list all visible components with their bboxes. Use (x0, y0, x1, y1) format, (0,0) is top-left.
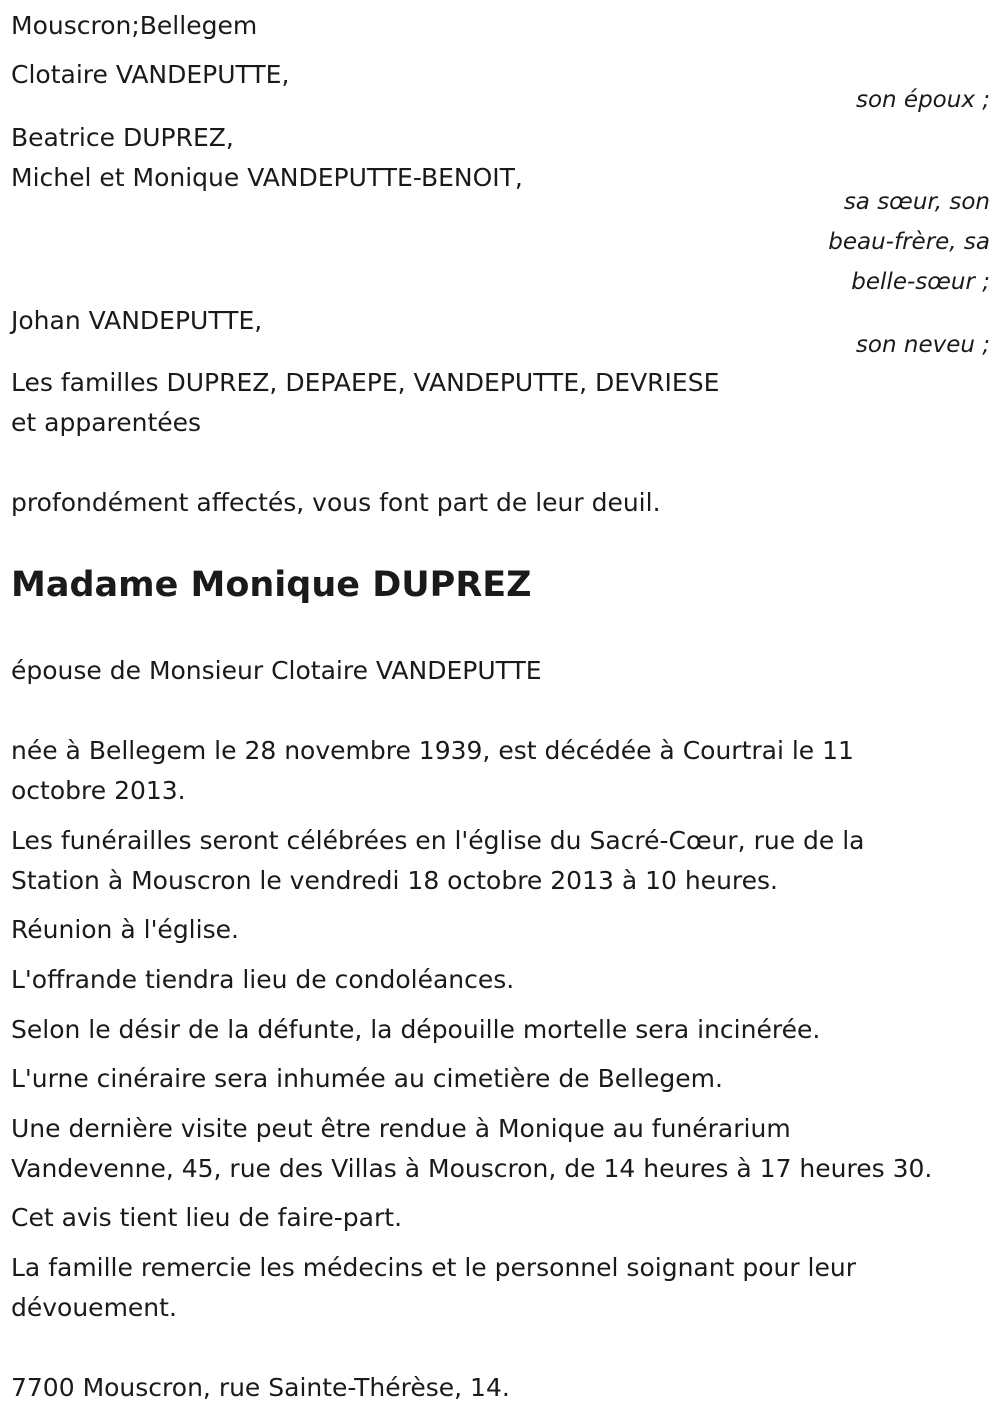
detail-paragraph: Les funérailles seront célébrées en l'église du Sacré-Cœur, rue de la (11, 826, 865, 855)
announcement-text: profondément affectés, vous font part de leur deuil. (11, 488, 661, 517)
family-name: Les familles DUPREZ, DEPAEPE, VANDEPUTTE, DEVRIESE (11, 368, 720, 397)
family-relation: belle-sœur ; (851, 269, 990, 295)
detail-paragraph: dévouement. (11, 1293, 177, 1322)
birth-death-line: octobre 2013. (11, 776, 186, 805)
family-name: et apparentées (11, 408, 202, 437)
detail-paragraph: Réunion à l'église. (11, 915, 239, 944)
family-relation: son neveu ; (855, 332, 990, 358)
family-name: Michel et Monique VANDEPUTTE-BENOIT, (11, 163, 523, 192)
detail-paragraph: Vandevenne, 45, rue des Villas à Mouscron, de 14 heures à 17 heures 30. (11, 1154, 933, 1183)
family-name: Clotaire VANDEPUTTE, (11, 60, 290, 89)
detail-paragraph: Station à Mouscron le vendredi 18 octobre 2013 à 10 heures. (11, 866, 778, 895)
family-name: Beatrice DUPREZ, (11, 123, 234, 152)
detail-paragraph: L'offrande tiendra lieu de condoléances. (11, 965, 515, 994)
detail-paragraph: Selon le désir de la défunte, la dépouille mortelle sera incinérée. (11, 1015, 821, 1044)
detail-paragraph: Cet avis tient lieu de faire-part. (11, 1203, 403, 1232)
family-relation: beau-frère, sa (828, 229, 990, 255)
family-relation: sa sœur, son (843, 189, 990, 215)
address-line: 7700 Mouscron, rue Sainte-Thérèse, 14. (11, 1373, 510, 1402)
detail-paragraph: L'urne cinéraire sera inhumée au cimetière de Bellegem. (11, 1064, 723, 1093)
detail-paragraph: La famille remercie les médecins et le personnel soignant pour leur (11, 1253, 857, 1282)
location-header: Mouscron;Bellegem (11, 11, 258, 40)
detail-paragraph: Une dernière visite peut être rendue à Monique au funérarium (11, 1114, 791, 1143)
family-relation: son époux ; (855, 87, 990, 113)
deceased-name: Madame Monique DUPREZ (11, 565, 532, 605)
birth-death-line: née à Bellegem le 28 novembre 1939, est décédée à Courtrai le 11 (11, 736, 854, 765)
spouse-line: épouse de Monsieur Clotaire VANDEPUTTE (11, 656, 542, 685)
family-name: Johan VANDEPUTTE, (11, 306, 263, 335)
